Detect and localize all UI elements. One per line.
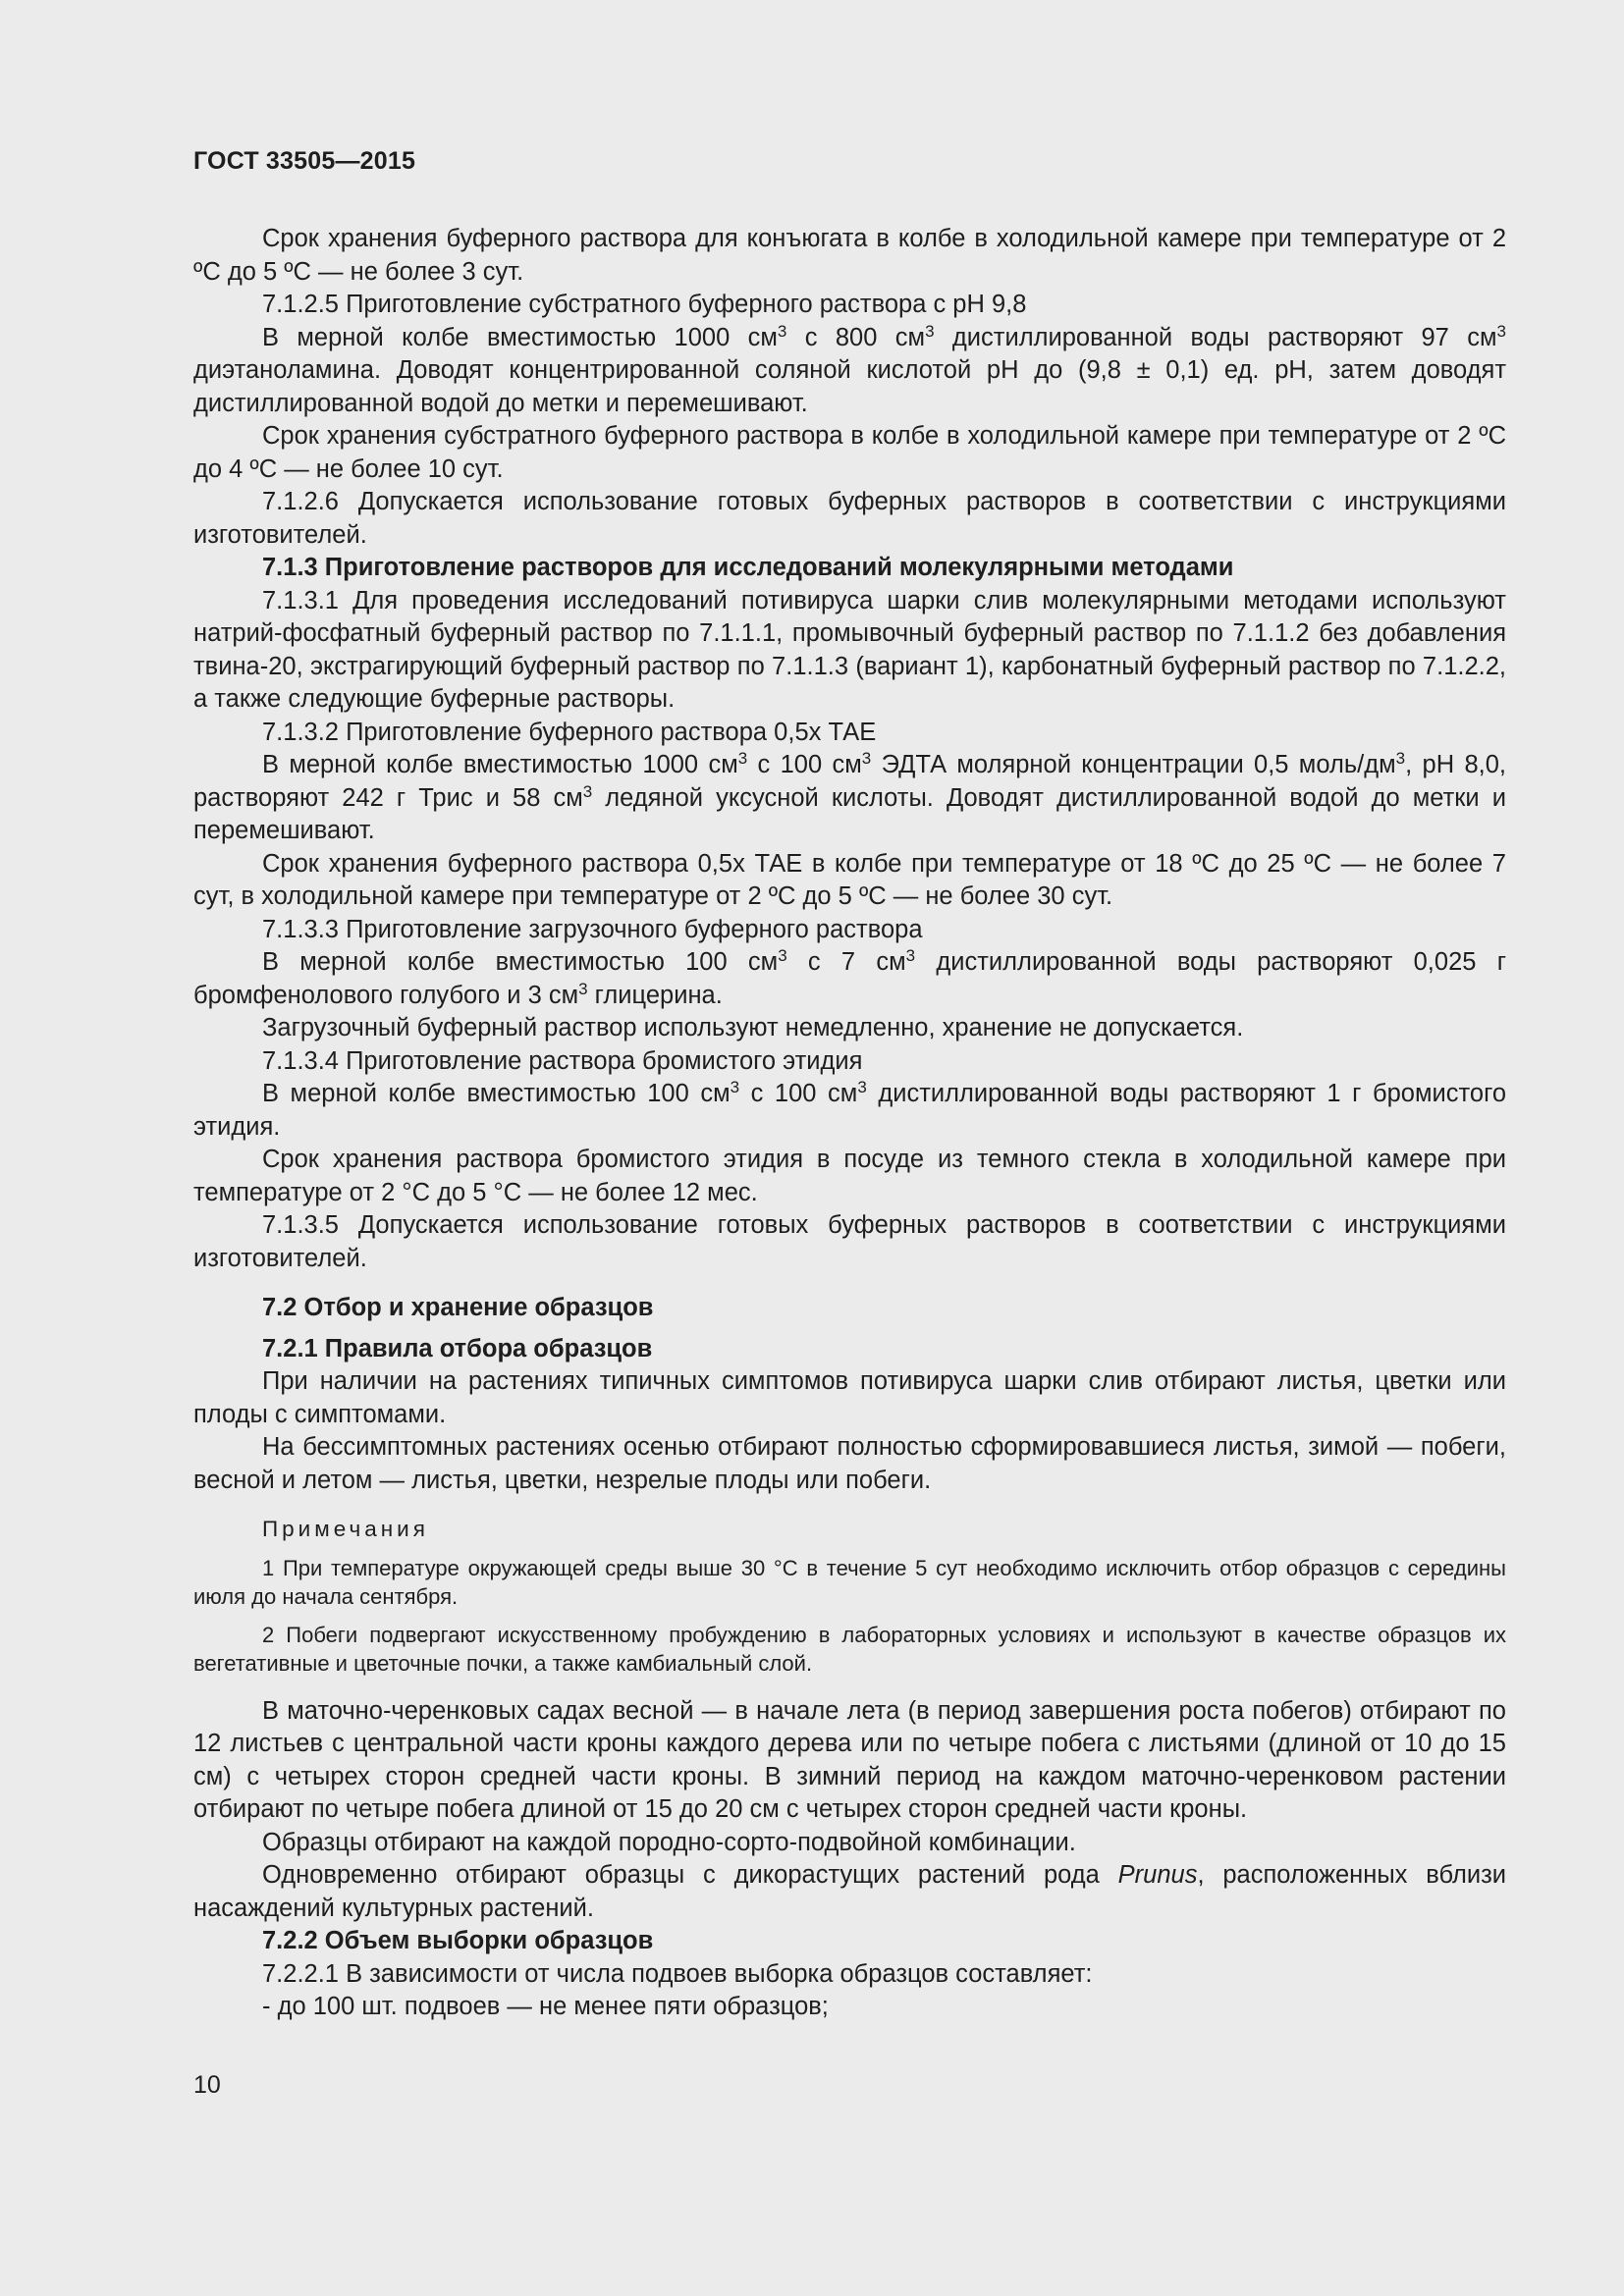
paragraph: Срок хранения раствора бромистого этидия в посуде из темного стекла в холодильной камере при температуре от 2 °С до 5 °С — не более 12 мес. xyxy=(193,1146,1506,1206)
paragraph: Срок хранения субстратного буферного раствора в колбе в холодильной камере при температуре от 2 ºС до 4 ºС — не более 10 сут. xyxy=(193,422,1506,483)
paragraph: В мерной колбе вместимостью 100 $см^3$ с 100 $см^3$ дистиллированной воды растворяют 1 г бромистого этидия. xyxy=(193,1078,1506,1141)
notes-title: Примечания xyxy=(262,1517,429,1541)
paragraph: 7.1.2.5 Приготовление субстратного буферного раствора с pH 9,8 xyxy=(262,291,1027,318)
paragraph: Срок хранения буферного раствора для конъюгата в колбе в холодильной камере при температуре от 2 ºС до 5 ºС — не более 3 сут. xyxy=(193,225,1506,286)
document-header: ГОСТ 33505—2015 xyxy=(193,147,416,175)
paragraph: В маточно-черенковых садах весной — в начале лета (в период завершения роста побегов) отбирают по 12 листьев с центральной части кроны каждого дерева или по четыре побега с листьями (длиной от 10 до 15 см) с четырех сторон средней части кроны. В зимний период на каждом маточно-черенковом растении отбирают по четыре побега длиной от 15 до 20 см с четырех сторон средней части кроны. xyxy=(193,1696,1506,1823)
paragraph: Срок хранения буферного раствора 0,5х ТАЕ в колбе при температуре от 18 ºС до 25 ºС — не более 7 сут, в холодильной камере при температуре от 2 ºС до 5 ºС — не более 30 сут. xyxy=(193,849,1506,910)
paragraph: Загрузочный буферный раствор используют немедленно, хранение не допускается. xyxy=(262,1014,1244,1041)
page-number: 10 xyxy=(193,2071,221,2099)
document-body xyxy=(193,223,1506,2024)
paragraph: Одновременно отбирают образцы с дикорастущих растений рода Prunus, расположенных вблизи насаждений культурных растений. xyxy=(193,1861,1507,1922)
paragraph: На бессимптомных растениях осенью отбирают полностью сформировавшиеся листья, зимой — побеги, весной и летом — листья, цветки, незрелые плоды или побеги. xyxy=(193,1433,1506,1494)
section-heading: 7.2.2 Объем выборки образцов xyxy=(262,1927,654,1954)
paragraph: 7.1.3.1 Для проведения исследований потивируса шарки слив молекулярными методами используют натрий-фосфатный буферный раствор по 7.1.1.1, промывочный буферный раствор по 7.1.1.2 без добавления твина-20, экстрагирующий буферный раствор по 7.1.1.3 (вариант 1), карбонатный буферный раствор по 7.1.2.2, а также следующие буферные растворы. xyxy=(193,586,1506,713)
paragraph: 7.1.3.3 Приготовление загрузочного буферного раствора xyxy=(262,915,923,943)
note: 1 При температуре окружающей среды выше 30 °С в течение 5 сут необходимо исключить отбор образцов с середины июля до начала сентября. xyxy=(193,1555,1506,1609)
paragraph: 7.1.3.5 Допускается использование готовых буферных растворов в соответствии с инструкциями изготовителей. xyxy=(193,1211,1506,1272)
paragraph: 7.1.3.4 Приготовление раствора бромистого этидия xyxy=(262,1046,863,1075)
paragraph: Образцы отбирают на каждой породно-сорто-подвойной комбинации. xyxy=(262,1828,1076,1856)
paragraph: В мерной колбе вместимостью 100 $см^3$ с 7 $см^3$ дистиллированной воды растворяют 0,025 г бромфенолового голубого и 3 $см^3$ глицерина. xyxy=(193,946,1507,1009)
paragraph: 7.2.2.1 В зависимости от числа подвоев выборка образцов составляет: xyxy=(262,1959,1093,1988)
section-heading: 7.1.3 Приготовление растворов для исследований молекулярными методами xyxy=(262,554,1234,581)
section-heading: 7.2.1 Правила отбора образцов xyxy=(262,1334,653,1362)
note: 2 Побеги подвергают искусственному пробуждению в лабораторных условиях и используют в качестве образцов их вегетативные и цветочные почки, а также камбиальный слой. xyxy=(193,1622,1506,1676)
paragraph: 7.1.2.6 Допускается использование готовых буферных растворов в соответствии с инструкциями изготовителей. xyxy=(193,488,1506,549)
paragraph: При наличии на растениях типичных симптомов потивируса шарки слив отбирают листья, цветки или плоды с симптомами. xyxy=(193,1367,1506,1428)
paragraph: В мерной колбе вместимостью 1000 $см^3$ с 800 $см^3$ дистиллированной воды растворяют 97 $см^3$ диэтаноламина. Доводят концентрированной соляной кислотой pH до (9,8 ± 0,1) ед. pH, затем доводят дистиллированной водой до метки и перемешивают. xyxy=(193,321,1506,417)
paragraph: 7.1.3.2 Приготовление буферного раствора 0,5х ТАЕ xyxy=(262,718,877,746)
list-item: - до 100 шт. подвоев — не менее пяти образцов; xyxy=(262,1993,829,2020)
section-heading: 7.2 Отбор и хранение образцов xyxy=(262,1294,654,1321)
paragraph: В мерной колбе вместимостью 1000 $см^3$ с 100 $см^3$ ЭДТА молярной концентрации 0,5 моль/$дм^3$, рН 8,0, растворяют 242 г Трис и 58 $см^3$ ледяной уксусной кислоты. Доводят дистиллированной водой до метки и перемешивают. xyxy=(193,749,1506,844)
